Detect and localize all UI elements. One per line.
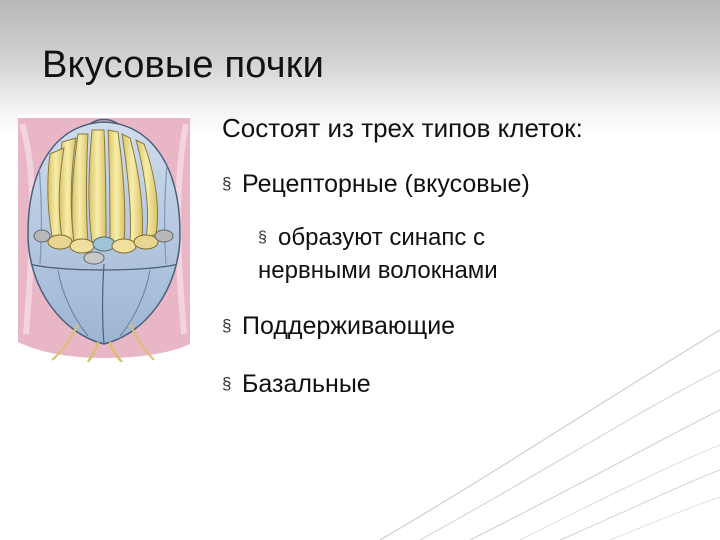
sub-bullet-line1: образуют синапс с	[278, 224, 486, 251]
slide-title: Вкусовые почки	[42, 44, 325, 86]
bullet-marker-icon: §	[222, 374, 232, 393]
bullet-text: Поддерживающие	[242, 312, 456, 340]
bullet-marker-icon: §	[222, 174, 232, 193]
bullet-text: Базальные	[242, 370, 371, 398]
sub-bullet-line2: нервными волокнами	[258, 257, 498, 284]
intro-text: Состоят из трех типов клеток:	[222, 113, 583, 143]
sub-bullet-marker-icon: §	[258, 229, 267, 246]
bullet-basal	[222, 369, 702, 402]
bullet-marker-icon: §	[222, 316, 232, 335]
taste-bud-illustration	[18, 114, 190, 362]
bullet-supporting	[222, 311, 702, 344]
slide-body	[222, 112, 702, 427]
bullet-receptor	[222, 169, 702, 202]
sub-bullet-synapse	[258, 223, 702, 286]
bullet-text: Рецепторные (вкусовые)	[242, 170, 530, 198]
